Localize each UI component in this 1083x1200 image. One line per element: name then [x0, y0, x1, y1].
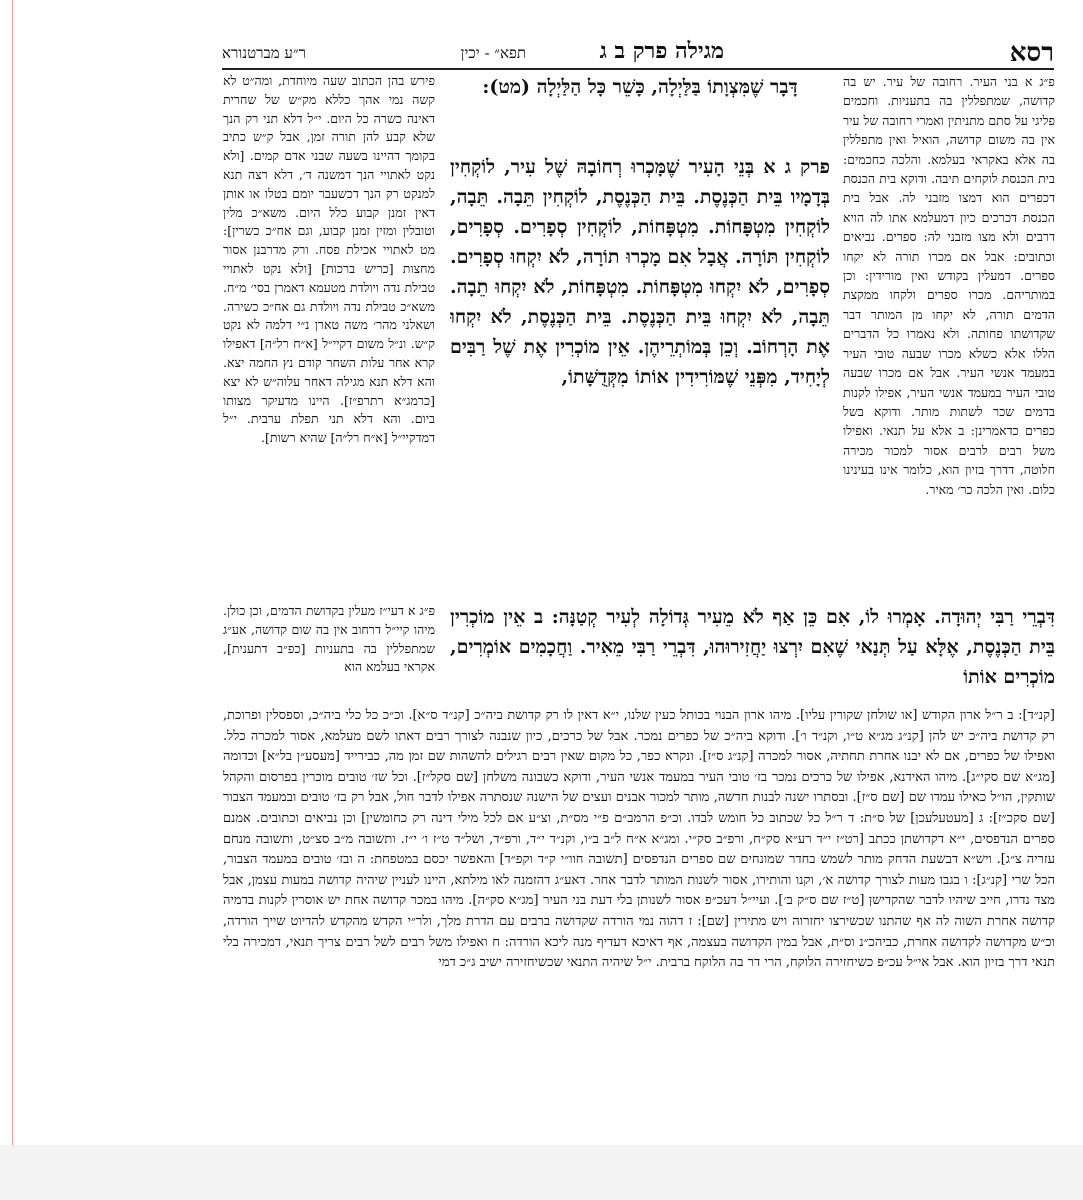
header-rule [222, 68, 1054, 70]
page-number: רסא [1009, 38, 1054, 68]
commentary-label-left: תפא״ - יכין [460, 44, 526, 62]
running-title: מגילה פרק ב ג [599, 38, 724, 64]
bartenura-commentary: פ״ג א בני העיר. רחובה של עיר. יש בה קדושה, שמתפללין בה בתעניות. וחכמים פליגי על סתם מתניתין ואמרי רחובה של עיר אין בה משום קדושה, הואיל ואין מתפללין בה אלא באקראי בעלמא. והלכה כחכמים: בית הכנסת לוקחים תיבה. ודוקא בית הכנסת דכפרים הוא דמצו מזבני לה. אבל בית הכנסת דכרכים כיון דמעלמא אתו לה הויא דרבים ולא מצו מזבני לה: ספרים. נביאים וכתובים: אבל אם מכרו תורה לא יקחו ספרים. דמעלין בקודש ואין מורידין: וכן במותריהם. מכרו ספרים ולקחו ממקצת הדמים תורה, לא יקחו מן המותר דבר שקדושתו פחותה. ולא נאמרו כל הדברים הללו אלא כשלא מכרו שבעה טובי העיר במעמד אנשי העיר. אבל אם מכרו שבעה טובי העיר במעמד אנשי העיר, אפילו לקנות בדמים שכר לשתות מותר. ודוקא בשל כפרים כדאמרינן: ב אלא על תנאי. ואפילו משל רבים לרבים אסור למכור מכירה חלוטה, דדרך בזיון הוא, כלומר אינו בעינינו כלום. ואין הלכה כר׳ מאיר. [843, 74, 1055, 497]
mishnah-text: פרק ג א בְּנֵי הָעִיר שֶׁמָּכְרוּ רְחוֹבָהּ שֶׁל עִיר, לוֹקְחִין בְּדָמָיו בֵּית הַכְּנֶסֶת. בֵּית הַכְּנֶסֶת, לוֹקְחִין תֵּבָה. תֵּבָה, לוֹקְחִין מִטְפָּחוֹת. מִטְפָּחוֹת, לוֹקְחִין סְפָרִים. סְפָרִים, לוֹקְחִין תּוֹרָה. אֲבָל אִם מָכְרוּ תוֹרָה, לֹא יִקְחוּ סְפָרִים. סְפָרִים, לֹא יִקְחוּ מִטְפָּחוֹת. מִטְפָּחוֹת, לֹא יִקְחוּ תֵבָה. תֵּבָה, לֹא יִקְחוּ בֵּית הַכְּנֶסֶת. בֵּית הַכְּנֶסֶת, לֹא יִקְחוּ אֶת הָרְחוֹב. וְכֵן בְּמוֹתְרֵיהֶן. אֵין מוֹכְרִין אֶת שֶׁל רַבִּים לְיָחִיד, מִפְּנֵי שֶׁמּוֹרִידִין אוֹתוֹ מִקְּדֻשָּׁתוֹ, [450, 156, 830, 388]
page-header [222, 38, 1054, 66]
tiferet-yisrael-chapter-start: פ״ג א דעי״ז מעלין בקדושת הדמים, וכן כולן. מיהו קיי״ל דרחוב אין בה שום קדושה, אע״ג שמתפללין בה בתעניות [כפ״ב דתענית], אקראי בעלמא הוא [223, 603, 435, 675]
bottom-margin [0, 1145, 1083, 1200]
page-edge-line [12, 0, 13, 1200]
commentary-label-right: ר״ע מברטנורא [222, 44, 306, 62]
tiferet-yisrael-commentary: פירש בהן הכתוב שעה מיוחדת, ומה״ט לא קשה נמי אהך כללא מק״ש של שחרית דאינה כשרה כל היום. י״ל דלא תני רק הנך שלא קבע להן תורה זמן, אבל ק״ש כתיב בקומך דהיינו בשעה שבני אדם קמים. [ולא נקט לאתויי הנך דמשנה ד׳, דלא רצה תנא למנקט רק הנך דכשעבר יומם בטלו או אותן דאין זמנן קבוע כלל היום. משא״כ מלין וטובלין ומזין זמנן קבוע, וגם אח״כ כשרין]: מט לאתויי אכילת פסח. ורק מדרבנן אסור מחצות [כריש ברכות] [ולא נקט לאתויי טבילת נדה ויולדת מטעמא דאמרן בסי׳ מ״ח. משא״כ טבילת נדה ויולדת גם אח״כ כשירה. ושאלני מהר׳ משה טארן נ״י דלמה לא נקט ק״ש. ונ״ל משום דקיי״ל [א״ח רל״ה] דאפילו קרא אחר עלות השחר קודם נץ החמה יצא. והא דלא תנא מגילה דאחר עלוה״ש לא יצא [כרמג״א רתרפ״ז]. היינו מדעיקר מצותו ביום. והא דלא תני תפלת ערבית. י״ל דמדקיי״ל [א״ח רל״ה] שהיא רשות]. [223, 73, 435, 446]
mishnah-closing-line: דָּבָר שֶׁמִּצְוָתוֹ בַּלַּיְלָה, כָּשֵׁר כָּל הַלַּיְלָה (מט): [482, 76, 798, 98]
mishnah-text-continued: דִּבְרֵי רַבִּי יְהוּדָה. אָמְרוּ לוֹ, אִם כֵּן אַף לֹא מֵעִיר גְּדוֹלָה לְעִיר קְטַנָּה: ב אֵין מוֹכְרִין בֵּית הַכְּנֶסֶת, אֶלָּא עַל תְּנַאי שֶׁאִם יִרְצוּ יַחֲזִירוּהוּ, דִּבְרֵי רַבִּי מֵאִיר. וַחֲכָמִים אוֹמְרִים, מוֹכְרִים אוֹתוֹ [450, 606, 1055, 688]
footnotes-block: [קנ״ד]: ב ר״ל ארון הקודש [או שולחן שקורין עליו]. מיהו ארון הבנוי בכותל כעין שלנו, י״א דאין לו רק קדושת ביה״כ [קנ״ד ס״א]. וכ״כ כל כלי ביה״כ, וספסלין ופרוכת, רק קדושת ביה״כ יש להן [קנ״ג מג״א ט״ו, וקנ״ד ו׳]. ודוקא ביה״כ של כפרים נמכר. אבל של כרכים, כיון שנבנה לצורך רבים דאתו לשם מעלמא, אסור למכרה כלל. ואפילו של כפרים, אם לא יבנו אחרת תחתיה, אסור למכרה [קנ״ג ס״ז]. ונקרא כפר, כל מקום שאין רבים רגילים להשהות שם זמן מה, כבירייד [מעסע״ן בל״א] וכדומה [מג״א שם סקי״ג]. מיהו האידנא, אפילו של כרכים נמכר בז׳ טובי העיר במעמד אנשי העיר, ודוקא כשבונה משלחן [שם סקל״ז]. וכל שז׳ טובים מוכרין בפרסום והקהל שותקין, הו״ל כאילו עמדו שם [שם ס״ז]. ובסתרו ישנה לבנות חדשה, מותר למכור אבנים ועצים של הישנה שנסתרה אפילו לדבר חול, אבל רק בז׳ טובים ובמעמד הצבור [שם סקכ״ז]: ג [מעטעלעכן] של ס״ת: ד ר״ל כל שכתוב כל חומש לבדו. וכ״פ הרמב״ם פ״י מס״ת, וצ״ע אם לכל מילי דינה רק כחומשין] וכן נביאים וכתובים. אמנם ספרים הנדפסים, י״א דקדושתן ככתב [רט״ז י״ד רע״א סק״ח, ורפ״ב סק״י. ומג״א א״ח ל״ב ב״ו, וקנ״ד י״ד, ורפ״ד, ושל״ד ט״ז ו׳ י״ז. ותשובה מ״ב סצ״ט, ותשובה מנחם עזריה צ״ג]. ויש״א דבשעת הדחק מותר לשמש בחדר שמונחים שם ספרים הנדפסים [תשובה חוו״י ק״ד וקפ״ד] והאפשר יכסם במטפחת: ה ובז׳ טובים במעמד הצבור, הכל שרי [קנ״ג]: ו בגבו מעות לצורך קדושה א׳, וקנו והותירו, אסור לשנות המותר לדבר אחר. דאע״ג דהזמנה לאו מילתא, היינו לעניין שיהיה קדושה במעות עצמן, אבל מצד נדרו, חייב שיהיו לדבר שהקדישן [ט״ז שם ס״ק ב׳]. ועיי״ל דעכ״פ אסור לשנותן בלי דעת בני העיר [מג״א סק״ה]. מיהו במכר קדושה אחת יש אוסרין לקנות בדמיה קדושה אחרת השוה לה אף שהתנו שכשירצו יחזרוה ויש מתירין [שם]: ז דהוה נמי הורדה שקדושה ברבים עם הדרת מלך, ולר״י הקדש מהקדש להדיוט שייך הורדה, וכ״ש מקדושה לקדושה אחרת, כביהכ״נ וס״ת, אבל במין הקדושה בעצמה, אף דאיכא דעדיף מנה ליכא הורדה: ח ואפילו משל רבים לשל רבים צריך תנאי, דמכירה בלי תנאי דרך בזיון הוא. אבל אי״ל עכ״פ כשיחזירה הלוקח, הרי דר בה הלוקח ברבית. י״ל שיהיה התנאי שכשיחזירה ישיב ג״כ דמי [223, 708, 1055, 971]
